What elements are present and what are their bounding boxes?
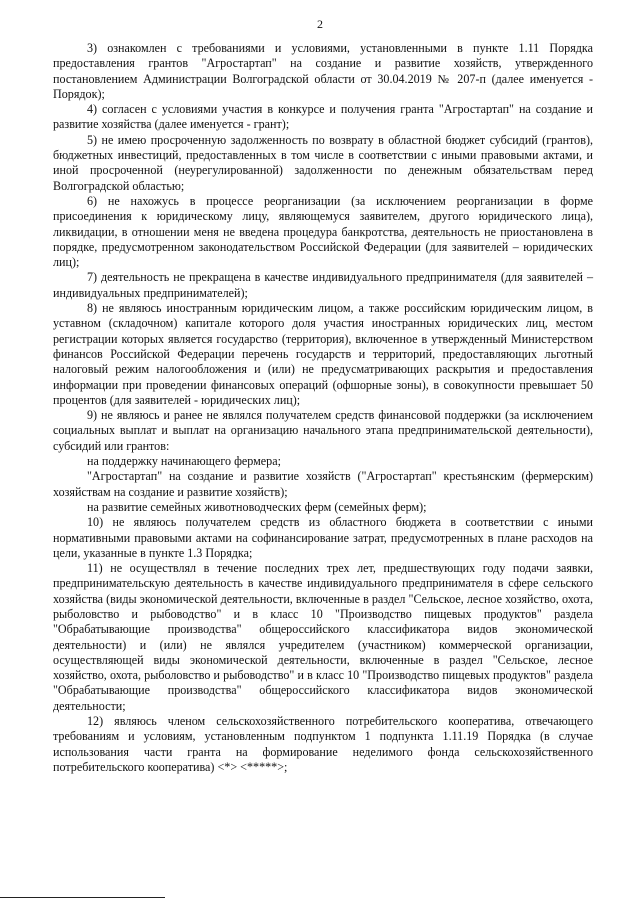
paragraph-item-3: 3) ознакомлен с требованиями и условиями, установленными в пункте 1.11 Порядка предоставления грантов "Агростартап" на создание и развитие хозяйств, утвержденного постановлением Администрации Волгоградской области от 30.04.2019 № 207-п (далее именуется - Порядок); [53,41,593,101]
paragraph-item-9: 9) не являюсь и ранее не являлся получателем средств финансовой поддержки (за исключением социальных выплат и выплат на организацию начального этапа предпринимательской деятельности), субсидий или грантов: [53,408,593,453]
paragraph-subitem-agrostartup: "Агростартап" на создание и развитие хозяйств ("Агростартап" крестьянским (фермерским) хозяйствам на создание и развитие хозяйств); [53,469,593,499]
paragraph-item-7: 7) деятельность не прекращена в качестве индивидуального предпринимателя (для заявителей – индивидуальных предпринимателей); [53,270,593,300]
paragraph-item-10: 10) не являюсь получателем средств из областного бюджета в соответствии с иными нормативными правовыми актами на софинансирование затрат, предусмотренных в плане расходов на цели, указанные в пункте 1.3 Порядка; [53,515,593,560]
paragraph-item-6: 6) не нахожусь в процессе реорганизации (за исключением реорганизации в форме присоединения к юридическому лицу, являющемуся заявителем, другого юридического лица), ликвидации, в отношении меня не введена процедура банкротства, деятельность не приостановлена в порядке, предусмотренном законодательством Российской Федерации (для заявителей – юридических лиц); [53,193,593,270]
paragraph-item-4: 4) согласен с условиями участия в конкурсе и получения гранта "Агростартап" на создание и развитие хозяйства (далее именуется - грант); [53,102,593,132]
paragraph-subitem-farmer: на поддержку начинающего фермера; [87,454,281,469]
paragraph-subitem-family-farms: на развитие семейных животноводческих ферм (семейных ферм); [87,499,427,514]
document-body [53,41,593,775]
paragraph-item-8: 8) не являюсь иностранным юридическим лицом, а также российским юридическим лицом, в уставном (складочном) капитале которого доля участия иностранных юридических лиц, местом регистрации которых является государство (территория), включенное в утвержденный Министерством финансов Российской Федерации перечень государств и территорий, предоставляющих льготный налоговый режим налогообложения и (или) не предусматривающих раскрытия и предоставления информации при проведении финансовых операций (офшорные зоны), в совокупности превышает 50 процентов (для заявителей - юридических лиц); [53,301,593,407]
page-number: 2 [317,17,323,31]
paragraph-item-11: 11) не осуществлял в течение последних трех лет, предшествующих году подачи заявки, предпринимательскую деятельность в качестве индивидуального предпринимателя в сфере сельского хозяйства (виды экономической деятельности, включенные в раздел "Сельское, лесное хозяйство, охота, рыболовство и рыбоводство" и в класс 10 "Производство пищевых продуктов" раздела "Обрабатывающие производства" общероссийского классификатора видов экономической деятельности) и (или) не являлся учредителем (участником) коммерческой организации, осуществляющей виды экономической деятельности, включенные в раздел "Сельское, лесное хозяйство, охота, рыболовство и рыбоводство" и в класс 10 "Производство пищевых продуктов" раздела "Обрабатывающие производства" общероссийского классификатора видов экономической деятельности; [53,561,593,713]
footnote-divider [0,897,165,898]
paragraph-item-5: 5) не имею просроченную задолженность по возврату в областной бюджет субсидий (грантов), бюджетных инвестиций, предоставленных в том числе в соответствии с иными правовыми актами, и иной просроченной (неурегулированной) задолженности по денежным обязательствам перед Волгоградской областью; [53,132,593,193]
paragraph-item-12: 12) являюсь членом сельскохозяйственного потребительского кооператива, отвечающего требованиям и условиям, установленным подпунктом 1 подпункта 1.11.19 Порядка (в случае использования части гранта на формирование неделимого фонда сельскохозяйственного потребительского кооператива) <*> <*****>; [53,714,593,774]
